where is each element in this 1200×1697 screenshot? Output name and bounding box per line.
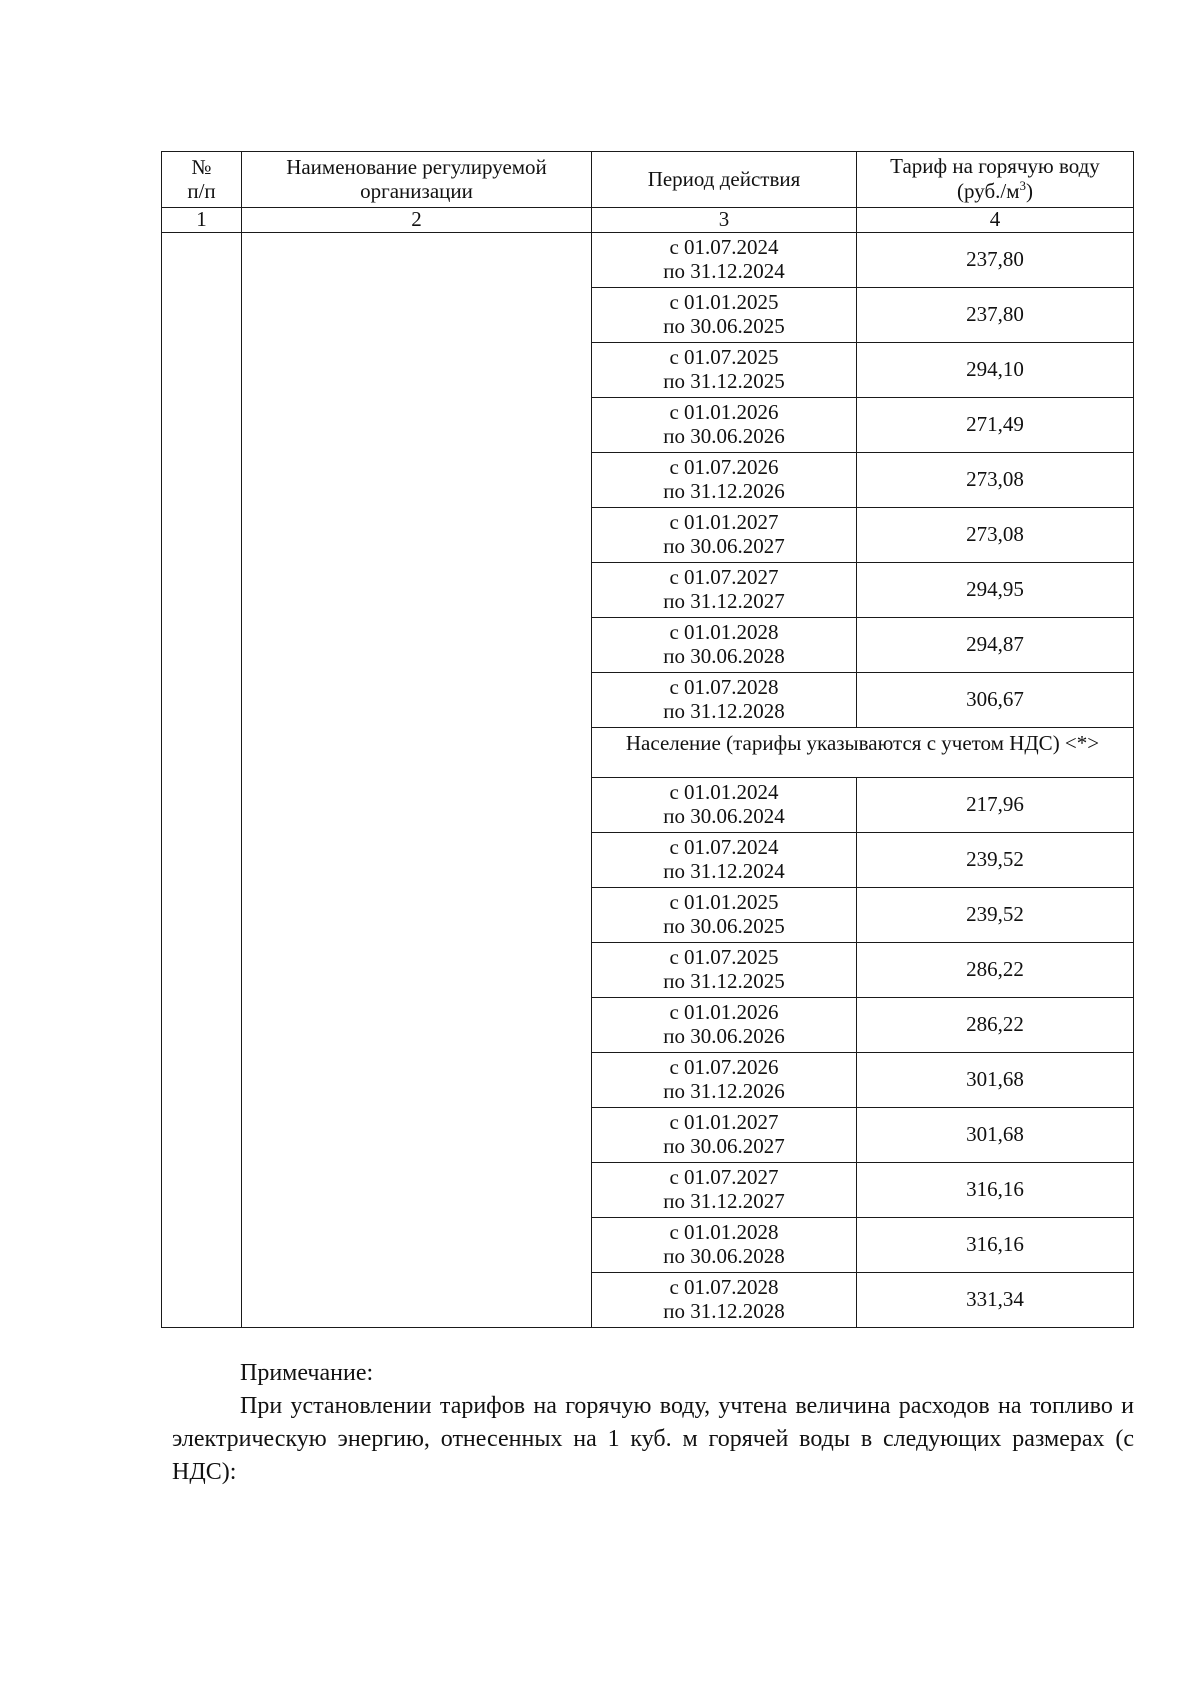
tariff-value: 273,08 bbox=[857, 452, 1134, 507]
header-period: Период действия bbox=[592, 152, 857, 208]
period-to: по 30.06.2025 bbox=[663, 313, 785, 338]
period-from: с 01.01.2026 bbox=[669, 400, 779, 424]
period-cell bbox=[592, 887, 857, 942]
period-from: с 01.01.2024 bbox=[669, 780, 779, 804]
tariff-value: 294,10 bbox=[857, 342, 1134, 397]
cell-num-empty bbox=[162, 232, 242, 1327]
period-from: с 01.01.2028 bbox=[669, 1220, 779, 1244]
period-to: по 31.12.2027 bbox=[663, 588, 785, 613]
period-to: по 31.12.2024 bbox=[663, 258, 785, 283]
period-to: по 30.06.2024 bbox=[663, 803, 785, 828]
tariff-value: 294,87 bbox=[857, 617, 1134, 672]
tariff-table bbox=[161, 151, 1134, 1328]
period-to: по 31.12.2027 bbox=[663, 1188, 785, 1213]
period-to: по 31.12.2026 bbox=[663, 478, 785, 503]
period-cell bbox=[592, 287, 857, 342]
col-number: 4 bbox=[857, 208, 1134, 233]
period-cell bbox=[592, 777, 857, 832]
tariff-value: 217,96 bbox=[857, 777, 1134, 832]
col-number: 1 bbox=[162, 208, 242, 233]
col-number: 2 bbox=[242, 208, 592, 233]
tariff-value: 286,22 bbox=[857, 942, 1134, 997]
tariff-value: 331,34 bbox=[857, 1272, 1134, 1327]
tariff-value: 316,16 bbox=[857, 1162, 1134, 1217]
period-cell bbox=[592, 1107, 857, 1162]
period-to: по 31.12.2024 bbox=[663, 858, 785, 883]
period-cell bbox=[592, 507, 857, 562]
period-to: по 30.06.2028 bbox=[663, 1243, 785, 1268]
period-to: по 30.06.2027 bbox=[663, 533, 785, 558]
period-from: с 01.07.2026 bbox=[669, 455, 779, 479]
period-from: с 01.07.2025 bbox=[669, 945, 779, 969]
period-to: по 30.06.2025 bbox=[663, 913, 785, 938]
header-num: № п/п bbox=[162, 152, 242, 208]
period-cell bbox=[592, 232, 857, 287]
tariff-value: 286,22 bbox=[857, 997, 1134, 1052]
period-from: с 01.01.2025 bbox=[669, 290, 779, 314]
period-cell bbox=[592, 1162, 857, 1217]
note-body: При установлении тарифов на горячую воду, учтена величина расходов на топливо и электрическую энергию, отнесенных на 1 куб. м горячей воды в следующих размерах (с НДС): bbox=[172, 1393, 1134, 1485]
tariff-value: 294,95 bbox=[857, 562, 1134, 617]
period-cell bbox=[592, 672, 857, 727]
period-cell bbox=[592, 342, 857, 397]
header-org: Наименование регулируемой организации bbox=[242, 152, 592, 208]
period-from: с 01.01.2027 bbox=[669, 510, 779, 534]
column-numbers-row bbox=[162, 208, 1134, 233]
period-to: по 31.12.2026 bbox=[663, 1078, 785, 1103]
table-header-row bbox=[162, 152, 1134, 208]
period-cell bbox=[592, 1272, 857, 1327]
tariff-value: 273,08 bbox=[857, 507, 1134, 562]
period-from: с 01.01.2028 bbox=[669, 620, 779, 644]
tariff-value: 237,80 bbox=[857, 287, 1134, 342]
tariff-value: 271,49 bbox=[857, 397, 1134, 452]
period-from: с 01.01.2026 bbox=[669, 1000, 779, 1024]
tariff-value: 239,52 bbox=[857, 887, 1134, 942]
period-to: по 31.12.2025 bbox=[663, 368, 785, 393]
period-from: с 01.07.2027 bbox=[669, 1165, 779, 1189]
period-from: с 01.07.2028 bbox=[669, 675, 779, 699]
note-title: Примечание: bbox=[240, 1360, 374, 1386]
period-to: по 31.12.2025 bbox=[663, 968, 785, 993]
tariff-value: 301,68 bbox=[857, 1107, 1134, 1162]
period-from: с 01.07.2024 bbox=[669, 235, 779, 259]
period-to: по 31.12.2028 bbox=[663, 1298, 785, 1323]
period-cell bbox=[592, 942, 857, 997]
header-tariff: Тариф на горячую воду $(руб./м^3)$ bbox=[857, 152, 1134, 208]
tariff-value: 239,52 bbox=[857, 832, 1134, 887]
period-to: по 30.06.2026 bbox=[663, 423, 785, 448]
period-from: с 01.01.2025 bbox=[669, 890, 779, 914]
col-number: 3 bbox=[592, 208, 857, 233]
tariff-value: 237,80 bbox=[857, 232, 1134, 287]
period-cell bbox=[592, 1052, 857, 1107]
period-cell bbox=[592, 1217, 857, 1272]
period-cell bbox=[592, 397, 857, 452]
period-cell bbox=[592, 562, 857, 617]
period-cell bbox=[592, 452, 857, 507]
period-to: по 31.12.2028 bbox=[663, 698, 785, 723]
tariff-value: 301,68 bbox=[857, 1052, 1134, 1107]
table-row bbox=[162, 232, 1134, 287]
period-to: по 30.06.2026 bbox=[663, 1023, 785, 1048]
period-to: по 30.06.2027 bbox=[663, 1133, 785, 1158]
period-from: с 01.01.2027 bbox=[669, 1110, 779, 1134]
period-cell bbox=[592, 617, 857, 672]
section-label: Население (тарифы указываются с учетом НДС) <*> bbox=[592, 727, 1134, 777]
period-from: с 01.07.2027 bbox=[669, 565, 779, 589]
period-to: по 30.06.2028 bbox=[663, 643, 785, 668]
period-from: с 01.07.2025 bbox=[669, 345, 779, 369]
period-cell bbox=[592, 832, 857, 887]
tariff-value: 306,67 bbox=[857, 672, 1134, 727]
period-from: с 01.07.2026 bbox=[669, 1055, 779, 1079]
period-cell bbox=[592, 997, 857, 1052]
period-from: с 01.07.2028 bbox=[669, 1275, 779, 1299]
tariff-value: 316,16 bbox=[857, 1217, 1134, 1272]
period-from: с 01.07.2024 bbox=[669, 835, 779, 859]
cell-org-empty bbox=[242, 232, 592, 1327]
